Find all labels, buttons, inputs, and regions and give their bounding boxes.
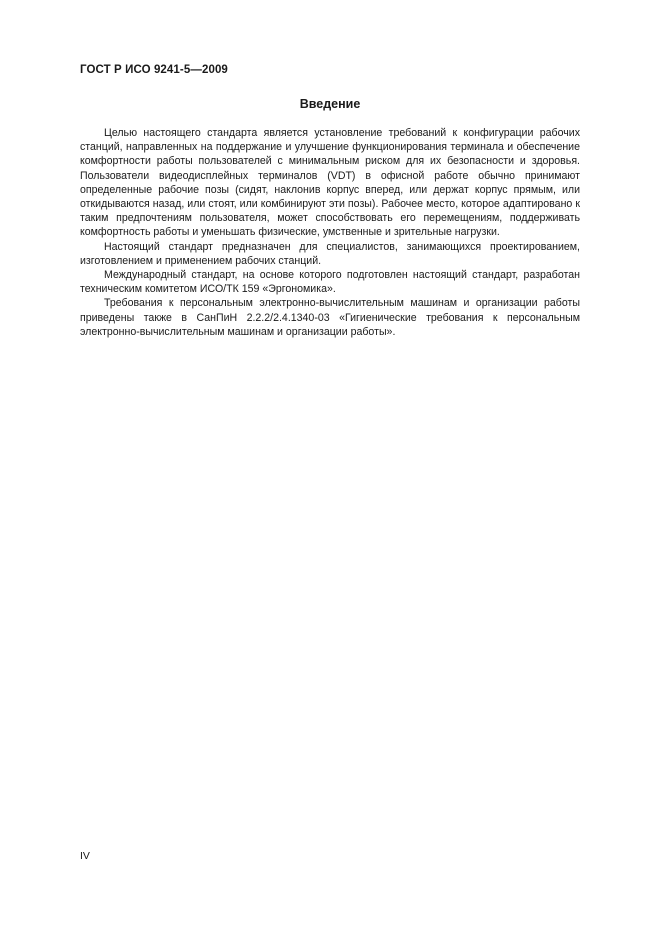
section-title: Введение bbox=[299, 97, 361, 111]
paragraph-requirements: Требования к персональным электронно-вычислительным машинам и организации работы приведены также в СанПиН 2.2.2/2.4.1340-03 «Гигиенические требования к персональным электронно-вычислительным машинам и организации работы». bbox=[80, 297, 580, 338]
document-body bbox=[80, 126, 580, 339]
page-number: IV bbox=[80, 850, 90, 862]
document-header: ГОСТ Р ИСО 9241-5—2009 bbox=[80, 64, 228, 76]
paragraph-origin: Международный стандарт, на основе которого подготовлен настоящий стандарт, разработан техническим комитетом ИСО/ТК 159 «Эргономика». bbox=[80, 269, 580, 296]
paragraph-purpose: Целью настоящего стандарта является установление требований к конфигурации рабочих станций, направленных на поддержание и улучшение функционирования терминала и обеспечение комфортности работы пользователей с минимальным риском для их безопасности и здоровья. Пользователи видеодисплейных терминалов (VDT) в офисной работе обычно принимают определенные рабочие позы (сидят, наклонив корпус вперед, или держат корпус прямым, или откидываются назад, или стоят, или комбинируют эти позы). Рабочее место, которое адаптировано к таким предпочтениям пользователя, может способствовать его перемещениям, поддерживать комфортность работы и уменьшать физические, умственные и зрительные нагрузки. bbox=[80, 127, 580, 239]
paragraph-audience: Настоящий стандарт предназначен для специалистов, занимающихся проектированием, изготовлением и применением рабочих станций. bbox=[80, 240, 580, 267]
